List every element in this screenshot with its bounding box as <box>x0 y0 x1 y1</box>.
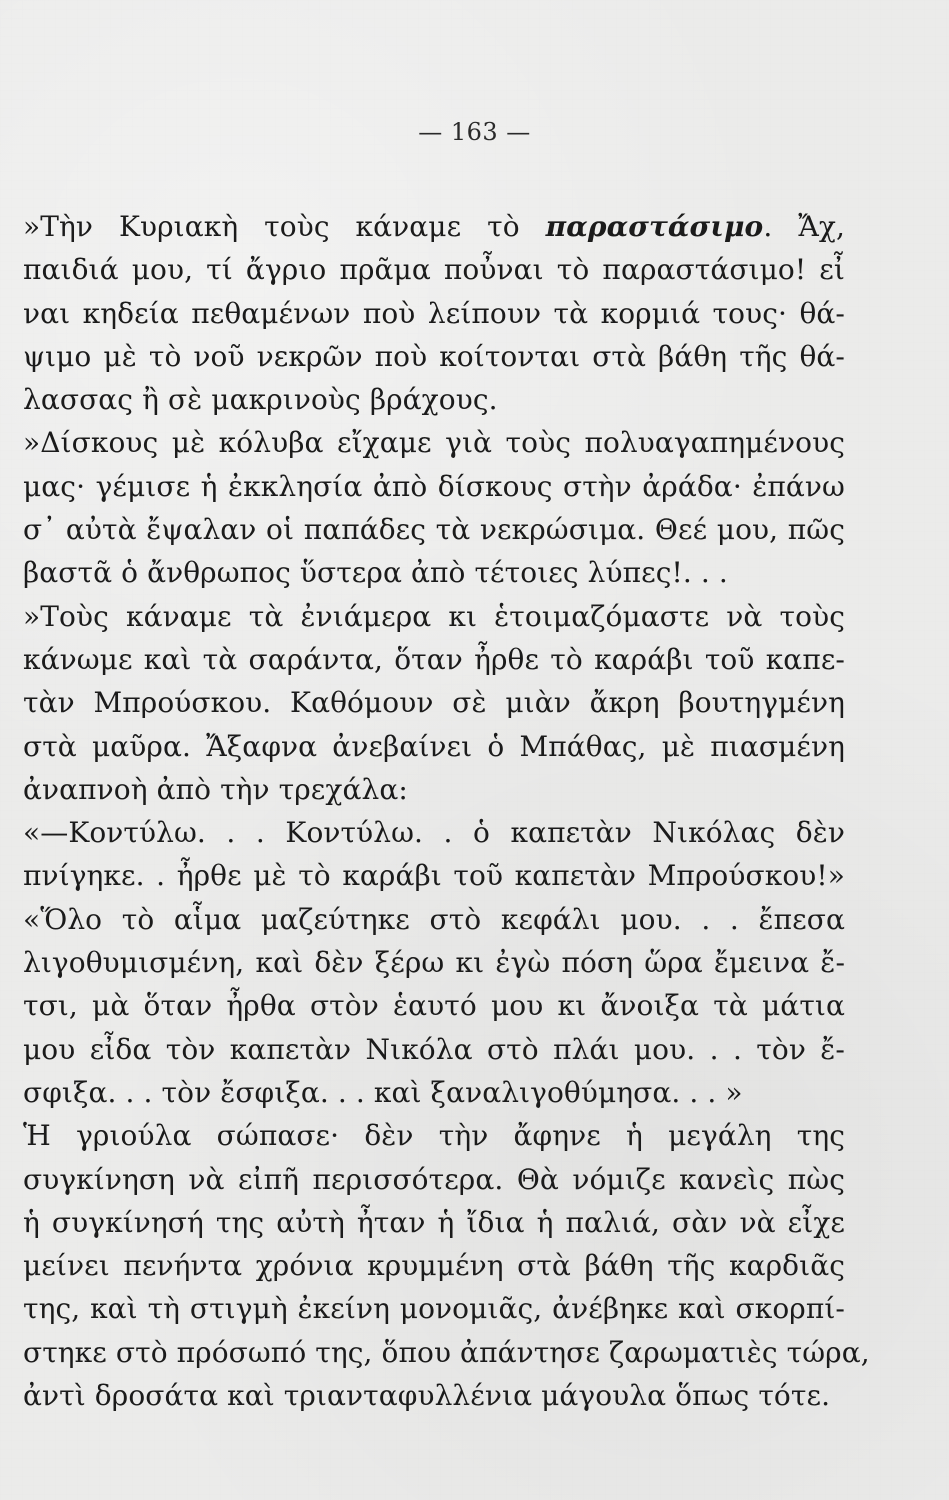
text-line-24: ἡ συγκίνησή της αὐτὴ ἦταν ἡ ἴδια ἡ παλιά, σὰν νὰ εἶχε <box>23 1205 845 1239</box>
text-line-22: Ἡ γριούλα σώπασε· δὲν τὴν ἄφηνε ἡ μεγάλη της <box>23 1119 845 1153</box>
text-line-17: «Ὅλο τὸ αἷμα μαζεύτηκε στὸ κεφάλι μου. . . ἔπεσα <box>23 902 845 936</box>
page-number: — 163 — <box>418 118 531 146</box>
text-line-19: τσι, μὰ ὅταν ἦρθα στὸν ἑαυτό μου κι ἄνοιξα τὰ μάτια <box>23 989 845 1023</box>
text-line-7: μας· γέμισε ἡ ἐκκλησία ἀπὸ δίσκους στὴν ἀράδα· ἐπάνω <box>23 469 845 503</box>
text-line-5: λασσας ἢ σὲ μακρινοὺς βράχους. <box>23 383 498 417</box>
text-line-18: λιγοθυμισμένη, καὶ δὲν ξέρω κι ἐγὼ πόση ὥρα ἔμεινα ἔ- <box>23 946 845 980</box>
page-text <box>23 205 870 1417</box>
text-line-26: της, καὶ τὴ στιγμὴ ἐκείνη μονομιᾶς, ἀνέβηκε καὶ σκορπί- <box>23 1292 845 1326</box>
text-line-21: σφιξα. . . τὸν ἔσφιξα. . . καὶ ξαναλιγοθύμησα. . . » <box>23 1075 743 1109</box>
text-line-11: κάνωμε καὶ τὰ σαράντα, ὅταν ἦρθε τὸ καράβι τοῦ καπε- <box>23 642 845 676</box>
text-line-20: μου εἶδα τὸν καπετὰν Νικόλα στὸ πλάι μου. . . τὸν ἔ- <box>23 1032 845 1066</box>
text-line-28: ἀντὶ δροσάτα καὶ τριανταφυλλένια μάγουλα ὅπως τότε. <box>23 1379 831 1413</box>
text-line-13: στὰ μαῦρα. Ἄξαφνα ἀνεβαίνει ὁ Μπάθας, μὲ πιασμένη <box>23 729 845 763</box>
text-line-16: πνίγηκε. . ἦρθε μὲ τὸ καράβι τοῦ καπετὰν Μπρούσκου!» <box>23 859 845 893</box>
text-line-10: »Τοὺς κάναμε τὰ ἐνιάμερα κι ἑτοιμαζόμαστε νὰ τοὺς <box>23 599 845 633</box>
line-1-prefix: »Τὴν Κυριακὴ τοὺς κάναμε τὸ <box>23 210 546 243</box>
text-line-1 <box>23 205 845 248</box>
text-line-3: ναι κηδεία πεθαμένων ποὺ λείπουν τὰ κορμιά τους· θά- <box>23 296 845 330</box>
line-1-suffix: . Ἄχ, <box>763 210 845 243</box>
line-1-emphasis: παραστάσιμο <box>545 210 764 243</box>
text-line-14: ἀναπνοὴ ἀπὸ τὴν τρεχάλα: <box>23 772 408 806</box>
text-line-4: ψιμο μὲ τὸ νοῦ νεκρῶν ποὺ κοίτονται στὰ βάθη τῆς θά- <box>23 339 845 373</box>
text-line-8: σ᾽ αὐτὰ ἔψαλαν οἱ παπάδες τὰ νεκρώσιμα. Θεέ μου, πῶς <box>23 513 845 547</box>
text-line-25: μείνει πενήντα χρόνια κρυμμένη στὰ βάθη τῆς καρδιᾶς <box>23 1249 845 1283</box>
text-line-9: βαστᾶ ὁ ἄνθρωπος ὕστερα ἀπὸ τέτοιες λύπες!. . . <box>23 556 728 590</box>
text-line-12: τὰν Μπρούσκου. Καθόμουν σὲ μιὰν ἄκρη βουτηγμένη <box>23 686 845 720</box>
text-line-6: »Δίσκους μὲ κόλυβα εἴχαμε γιὰ τοὺς πολυαγαπημένους <box>23 426 845 460</box>
text-line-27: στηκε στὸ πρόσωπό της, ὅπου ἀπάντησε ζαρωματιὲς τώρα, <box>23 1335 870 1369</box>
text-line-15: «—Κοντύλω. . . Κοντύλω. . ὁ καπετὰν Νικόλας δὲν <box>23 816 845 850</box>
text-line-2: παιδιά μου, τί ἄγριο πρᾶμα ποὖναι τὸ παραστάσιμο! εἶ <box>23 253 845 287</box>
text-line-23: συγκίνηση νὰ εἰπῆ περισσότερα. Θὰ νόμιζε κανεὶς πὼς <box>23 1162 845 1196</box>
